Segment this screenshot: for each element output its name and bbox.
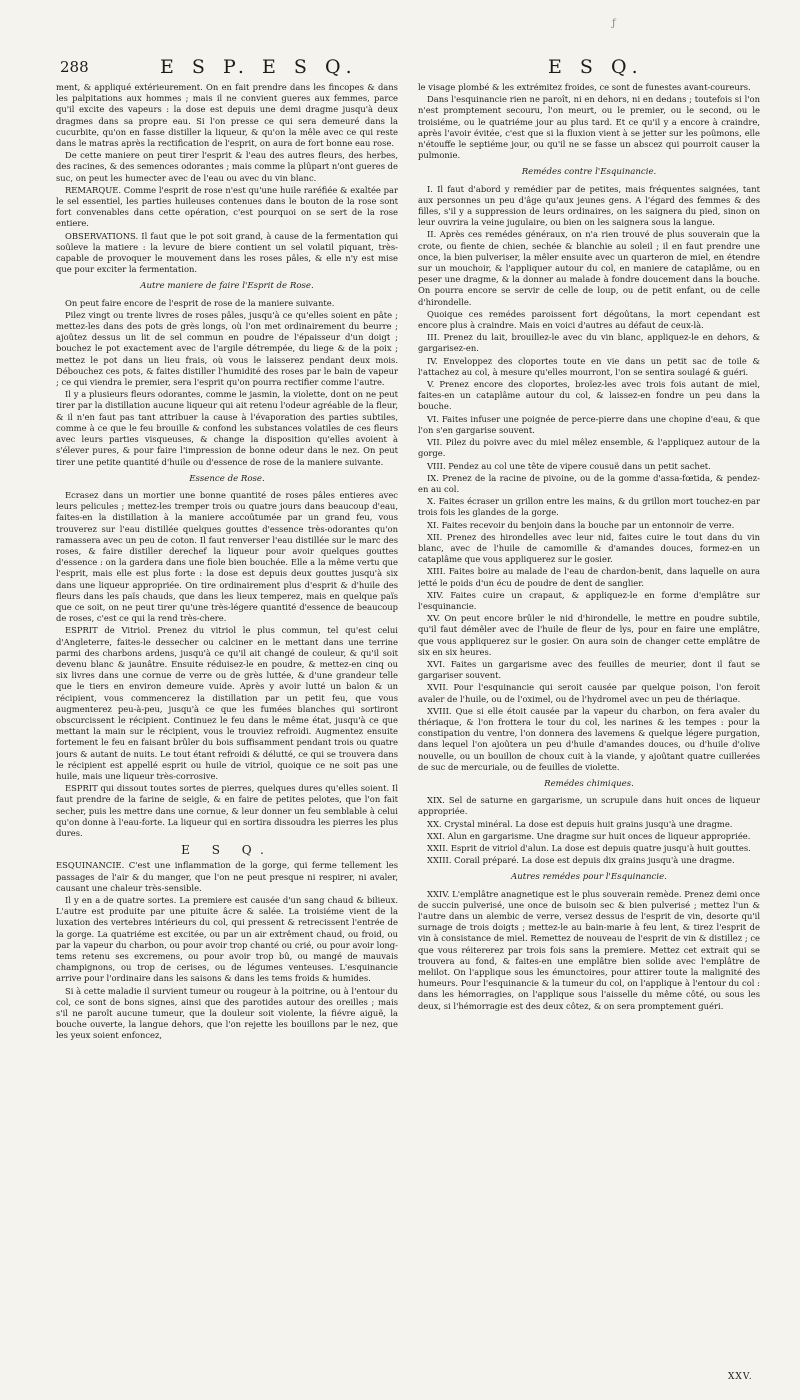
remedy-item: XXIII. Corail préparé. La dose est depuis dix grains jusqu'à une dragme. bbox=[427, 855, 735, 866]
remedy-item: X. Faites écraser un grillon entre les mains, & du grillon mort touchez-en par trois fois les glandes de la gorge. bbox=[418, 496, 760, 518]
remedy-item: XXI. Alun en gargarisme. Une dragme sur huit onces de liqueur appropriée. bbox=[427, 830, 751, 841]
paragraph: Ecrasez dans un mortier une bonne quantité de roses pâles entieres avec leurs pelicules ; mettez-les tremper trois ou quatre jours dans beaucoup d'eau, faites-en la distillation à la maniere accoûtumée par un grand feu, vous trouverez sur l'eau distillée quelques gouttes d'essence très-odorantes qu'on ramassera avec un peu de coton. Il faut renverser l'eau distillée sur le marc des roses, & faire distiller derechef la liqueur pour avoir quelques gouttes d'essence : on la gardera dans une fiole bien bouchée. Elle a la même vertu que l'esprit, mais elle est plus forte : la dose est depuis deux gouttes jusqu'à six dans une liqueur appropriée. On tire ordinairement plus d'esprit & d'huile des fleurs dans les païs chauds, que dans les lieux temperez, mais en quelque païs que ce soit, on ne peut tirer qu'une très-légere quantité d'essence de beaucoup de roses, c'est ce qui la rend très-chere. bbox=[56, 489, 398, 624]
paragraph: Pilez vingt ou trente livres de roses pâles, jusqu'à ce qu'elles soient en pâte ; mettez-les dans des pots de grès longs, où l'on met ordinairement du beurre ; ajoûtez dessus un lit de sel commun en poudre de l'épaisseur d'un doigt ; bouchez le pot exactement avec de l'argile détrempée, du liege & de la poix ; mettez le pot dans un lieu frais, où vous le laisserez pendant deux mois. Débouchez ces pots, & faites distiller l'humidité des roses par le bain de vapeur ; ce qui viendra le premier, sera l'esprit qu'on pourra rectifier comme l'autre. bbox=[56, 309, 398, 388]
section-title: Remédes chimiques. bbox=[544, 778, 634, 789]
section-title: Remédes contre l'Esquinancie. bbox=[521, 167, 657, 178]
paragraph: le visage plombé & les extrémitez froides, ce sont de funestes avant-coureurs. bbox=[418, 82, 751, 92]
remedy-item: XIX. Sel de saturne en gargarisme, un scrupule dans huit onces de liqueur appropriée. bbox=[418, 795, 760, 817]
remedy-item: V. Prenez encore des cloportes, broïez-les avec trois fois autant de miel, faites-en un cataplâme autour du col, & laissez-en fondre un peu dans la bouche. bbox=[418, 379, 760, 412]
page-fleck: ƒ bbox=[612, 18, 616, 29]
remedy-item: IV. Enveloppez des cloportes toute en vie dans un petit sac de toile & l'attachez au col, à mesure qu'elles mourront, l'on se sentira soulagé & guéri. bbox=[418, 355, 760, 377]
remedy-item: XV. On peut encore brûler le nid d'hirondelle, le mettre en poudre subtile, qu'il faut démêler avec de l'huile de fleur de lys, pour en faire une emplâtre, que vous appliquerez sur le gosier. On aura soin de changer cette emplâtre de six en six heures. bbox=[418, 613, 760, 657]
paragraph: Il y a plusieurs fleurs odorantes, comme le jasmin, la violette, dont on ne peut tirer par la distillation aucune liqueur qui ait retenu l'odeur agréable de la fleur, & il n'en faut pas tant attribuer la cause à l'évaporation des parties subtiles, comme à ce que le feu brouille & confond les substances volatiles de ces fleurs avec leurs parties visqueuses, & change la disposition qu'elles avoient à s'élever pures, & pour faire l'impression de bonne odeur dans le nez. On peut tirer une petite quantité d'huile ou d'essence de rose de la maniere suivante. bbox=[56, 389, 398, 467]
paragraph: Si à cette maladie il survient tumeur ou rougeur à la poitrine, ou à l'entour du col, ce sont de bons signes, ainsi que des parotides autour des oreilles ; mais s'il ne paroît aucune tumeur, que la douleur soit violente, la fiévre aiguë, la bouche ouverte, la langue dehors, que l'on rejette les bouillons par le nez, que les yeux soient enfoncez, bbox=[56, 985, 398, 1041]
section-title: Essence de Rose. bbox=[189, 473, 265, 484]
remedy-item: XX. Crystal minéral. La dose est depuis huit grains jusqu'à une dragme. bbox=[427, 818, 733, 829]
paragraph: Dans l'esquinancie rien ne paroît, ni en dehors, ni en dedans ; toutefois si l'on n'est promptement secouru, l'on meurt, ou le premier, ou le second, ou le troisiéme, ou le quatriéme jour au plus tard. Et ce qu'il y a encore à craindre, après l'avoir évitée, c'est que si la fluxion vient à se jetter sur les poûmons, elle n'étouffe le septiéme jour, ou qu'il ne se fasse un abscez qui pourroit causer la pulmonie. bbox=[418, 94, 760, 161]
running-title-left: E S P. E S Q. bbox=[160, 56, 358, 78]
right-column bbox=[418, 82, 760, 1372]
section-heading: E S Q. bbox=[181, 843, 273, 858]
remedy-item: XI. Faites recevoir du benjoin dans la bouche par un entonnoir de verre. bbox=[427, 519, 735, 530]
paragraph: REMARQUE. Comme l'esprit de rose n'est qu'une huile raréfiée & exaltée par le sel essentiel, les parties huileuses contenues dans le bouton de la rose sont fort convenables dans cette opération, c'est pourquoi on se sert de la rose entiere. bbox=[56, 184, 398, 229]
remedy-item: Quoique ces remédes paroissent fort dégoûtans, la mort cependant est encore plus à craindre. Mais en voici d'autres au défaut de ceux-là. bbox=[418, 308, 760, 331]
remedy-item: XIII. Faites boire au malade de l'eau de chardon-benit, dans laquelle on aura jetté le poids d'un écu de poudre de dent de sanglier. bbox=[418, 566, 760, 588]
remedy-item: VI. Faites infuser une poignée de perce-pierre dans une chopine d'eau, & que l'on s'en gargarise souvent. bbox=[418, 413, 760, 435]
remedy-item: XXII. Esprit de vitriol d'alun. La dose est depuis quatre jusqu'à huit gouttes. bbox=[427, 843, 751, 853]
paragraph: On peut faire encore de l'esprit de rose de la maniere suivante. bbox=[65, 297, 335, 308]
paragraph: ESQUINANCIE. C'est une inflammation de la gorge, qui ferme tellement les passages de l'air & du manger, que l'on ne peut presque ni respirer, ni avaler, causant une chaleur très-sensible. bbox=[56, 860, 398, 893]
remedy-item: XXIV. L'emplâtre anagnetique est le plus souverain remède. Prenez demi once de succin pulverisé, une once de buisoin sec & bien pulverisé ; mettez l'un & l'autre dans un alembic de verre, versez dessus de l'esprit de vin, desorte qu'il surnage de trois doigts ; mettez-le au bain-marie à feu lent, & tirez l'esprit de vin à consistance de miel. Remettez de nouveau de l'esprit de vin & distillez ; ce que vous réitererez par trois fois sans la premiere. Mettez cet extrait qui se trouvera au fond, & faites-en une emplâtre bien solide avec l'emplâtre de melilot. On l'applique sous les émunctoires, pour attirer toute la malignité des humeurs. Pour l'esquinancie & la tumeur du col, on l'applique à l'entour du col : dans les hémorragies, on l'applique sous l'aisselle du même côté, ou sous les deux, si l'hémorragie est des deux côtez, & on sera promptement guéri. bbox=[418, 888, 760, 1011]
remedy-item: VIII. Pendez au col une tête de vipere cousuë dans un petit sachet. bbox=[427, 460, 711, 471]
running-title-right: E S Q. bbox=[548, 56, 644, 78]
left-column bbox=[56, 82, 398, 1372]
paragraph: ment, & appliqué extérieurement. On en fait prendre dans les fincopes & dans les palpitations aux hommes ; mais il ne convient gueres aux femmes, parce qu'il excite des vapeurs : la dose est depuis une demi dragme jusqu'à deux dragmes dans sa propre eau. Si l'on presse ce qui sera demeuré dans la cucurbite, qu'on en fasse distiller la liqueur, & qu'on la mêle avec ce qui reste dans le matras après la rectification de l'esprit, on aura de fort bonne eau rose. bbox=[56, 82, 398, 149]
page-header bbox=[0, 56, 800, 82]
remedy-item: XIV. Faites cuire un crapaut, & appliquez-le en forme d'emplâtre sur l'esquinancie. bbox=[418, 589, 760, 611]
remedy-item: II. Après ces remédes généraux, on n'a rien trouvé de plus souverain que la crote, ou fiente de chien, sechée & blanchie au soleil ; il en faut prendre une once, la bien pulveriser, la mêler ensuite avec un quarteron de miel, en étendre sur un mouchoir, & l'appliquer autour du col, en maniere de cataplâme, ou en peser une dragme, & la donner au malade à fondre doucement dans la bouche. On pourra encore se servir de celle de loup, ou de petit enfant, ou de celle d'hirondelle. bbox=[418, 229, 760, 307]
section-title: Autres remédes pour l'Esquinancie. bbox=[511, 872, 667, 883]
section-title: Autre maniere de faire l'Esprit de Rose. bbox=[140, 281, 314, 292]
paragraph: ESPRIT de Vitriol. Prenez du vitriol le plus commun, tel qu'est celui d'Angleterre, faites-le dessecher ou calciner en le mettant dans une terrine parmi des charbons ardens, jusqu'à ce qu'il ait changé de couleur, & qu'il soit devenu blanc & jaunâtre. Ensuite réduisez-le en poudre, & mettez-en cinq ou six livres dans une cornue de verre ou de grès luttée, & d'une grandeur telle que le tiers en environ demeure vuide. Après y avoir lutté un balon & un récipient, vous commencerez la distillation par un petit feu, que vous augmenterez peu-à-peu, jusqu'à ce que les fumées blanches qui sortiront obscurcissent le récipient. Continuez le feu dans le même état, jusqu'à ce que mettant la main sur le récipient, vous le trouviez refroidi. Augmentez ensuite fortement le feu en faisant brûler du bois suffisamment pendant trois ou quatre jours & autant de nuits. Le tout étant refroidi & délutté, ce qui se trouvera dans le récipient est appellé esprit ou huile de vitriol, quoique ce ne soit pas une huile, mais une liqueur très-corrosive. bbox=[56, 625, 398, 781]
remedy-item: XVIII. Que si elle étoit causée par la vapeur du charbon, on fera avaler du thériaque, & l'on frottera le tour du col, les narines & les tempes : pour la constipation du ventre, l'on donnera des lavemens & quelque légere purgation, dans lequel l'on ajoûtera un peu d'huile d'amandes douces, ou d'huile d'olive nouvelle, ou un bouillon de choux cuit à la viande, y ajoûtant quatre cuillerées de suc de mercuriale, ou de feuilles de violette. bbox=[418, 705, 760, 772]
remedy-item: IX. Prenez de la racine de pivoine, ou de la gomme d'assa-fœtida, & pendez-en au col. bbox=[418, 472, 760, 494]
page-number: 288 bbox=[60, 58, 89, 76]
remedy-item: XVI. Faites un gargarisme avec des feuilles de meurier, dont il faut se gargariser souvent. bbox=[418, 658, 760, 681]
paragraph: OBSERVATIONS. Il faut que le pot soit grand, à cause de la fermentation qui soûleve la matiere : la levure de biere contient un sel volatil piquant, très-capable de provoquer le mouvement dans les roses pâles, & elle n'y est mise que pour exciter la fermentation. bbox=[56, 230, 398, 275]
paragraph: Il y en a de quatre sortes. La premiere est causée d'un sang chaud & bilieux. L'autre est produite par une pituite âcre & salée. La troisiéme vient de la luxation des vertebres intérieurs du col, qui pressent & retrecissent l'entrée de la gorge. La quatriéme est excitée, ou par un air extrêment chaud, ou froid, ou par la vapeur du charbon, ou pour avoir trop chanté ou crié, ou pour avoir long-tems retenu ses excremens, ou pour avoir trop bû, ou mangé de mauvais champignons, ou trop de cerises, ou de légumes venteuses. L'esquinancie arrive pour l'ordinaire dans les saisons & dans les tems froids & humides. bbox=[56, 895, 398, 984]
remedy-item: VII. Pilez du poivre avec du miel mêlez ensemble, & l'appliquez autour de la gorge. bbox=[418, 437, 760, 459]
remedy-item: XVII. Pour l'esquinancie qui seroit causée par quelque poison, l'on feroit avaler de l'huile, ou de l'oximel, ou de l'hydromel avec un peu de thériaque. bbox=[418, 682, 760, 704]
paragraph: ESPRIT qui dissout toutes sortes de pierres, quelques dures qu'elles soient. Il faut prendre de la farine de seigle, & en faire de petites pelotes, que l'on fait secher, puis les mettre dans une cornue, & leur donner un feu semblable à celui qu'on donne à l'eau-forte. La liqueur qui en sortira dissoudra les pierres les plus dures. bbox=[56, 783, 398, 838]
remedy-item: III. Prenez du lait, brouillez-le avec du vin blanc, appliquez-le en dehors, & gargarisez-en. bbox=[418, 332, 760, 354]
remedy-item: XII. Prenez des hirondelles avec leur nid, faites cuire le tout dans du vin blanc, avec de l'huile de camomille & d'amandes douces, formez-en un cataplâme que vous appliquerez sur le gosier. bbox=[418, 531, 760, 565]
remedy-item: I. Il faut d'abord y remédier par de petites, mais fréquentes saignées, tant aux personnes un peu d'âge qu'aux jeunes gens. A l'égard des femmes & des filles, s'il y a suppression de leurs ordinaires, on les saignera du pied, sinon on leur ouvrira la veine jugulaire, ou bien on les saignera sous la langue. bbox=[418, 183, 760, 228]
catchword: XXV. bbox=[728, 1372, 753, 1382]
paragraph: De cette maniere on peut tirer l'esprit & l'eau des autres fleurs, des herbes, des racines, & des semences odorantes ; mais comme la plûpart n'ont gueres de suc, on peut les humecter avec de l'eau ou avec du vin blanc. bbox=[56, 150, 398, 183]
